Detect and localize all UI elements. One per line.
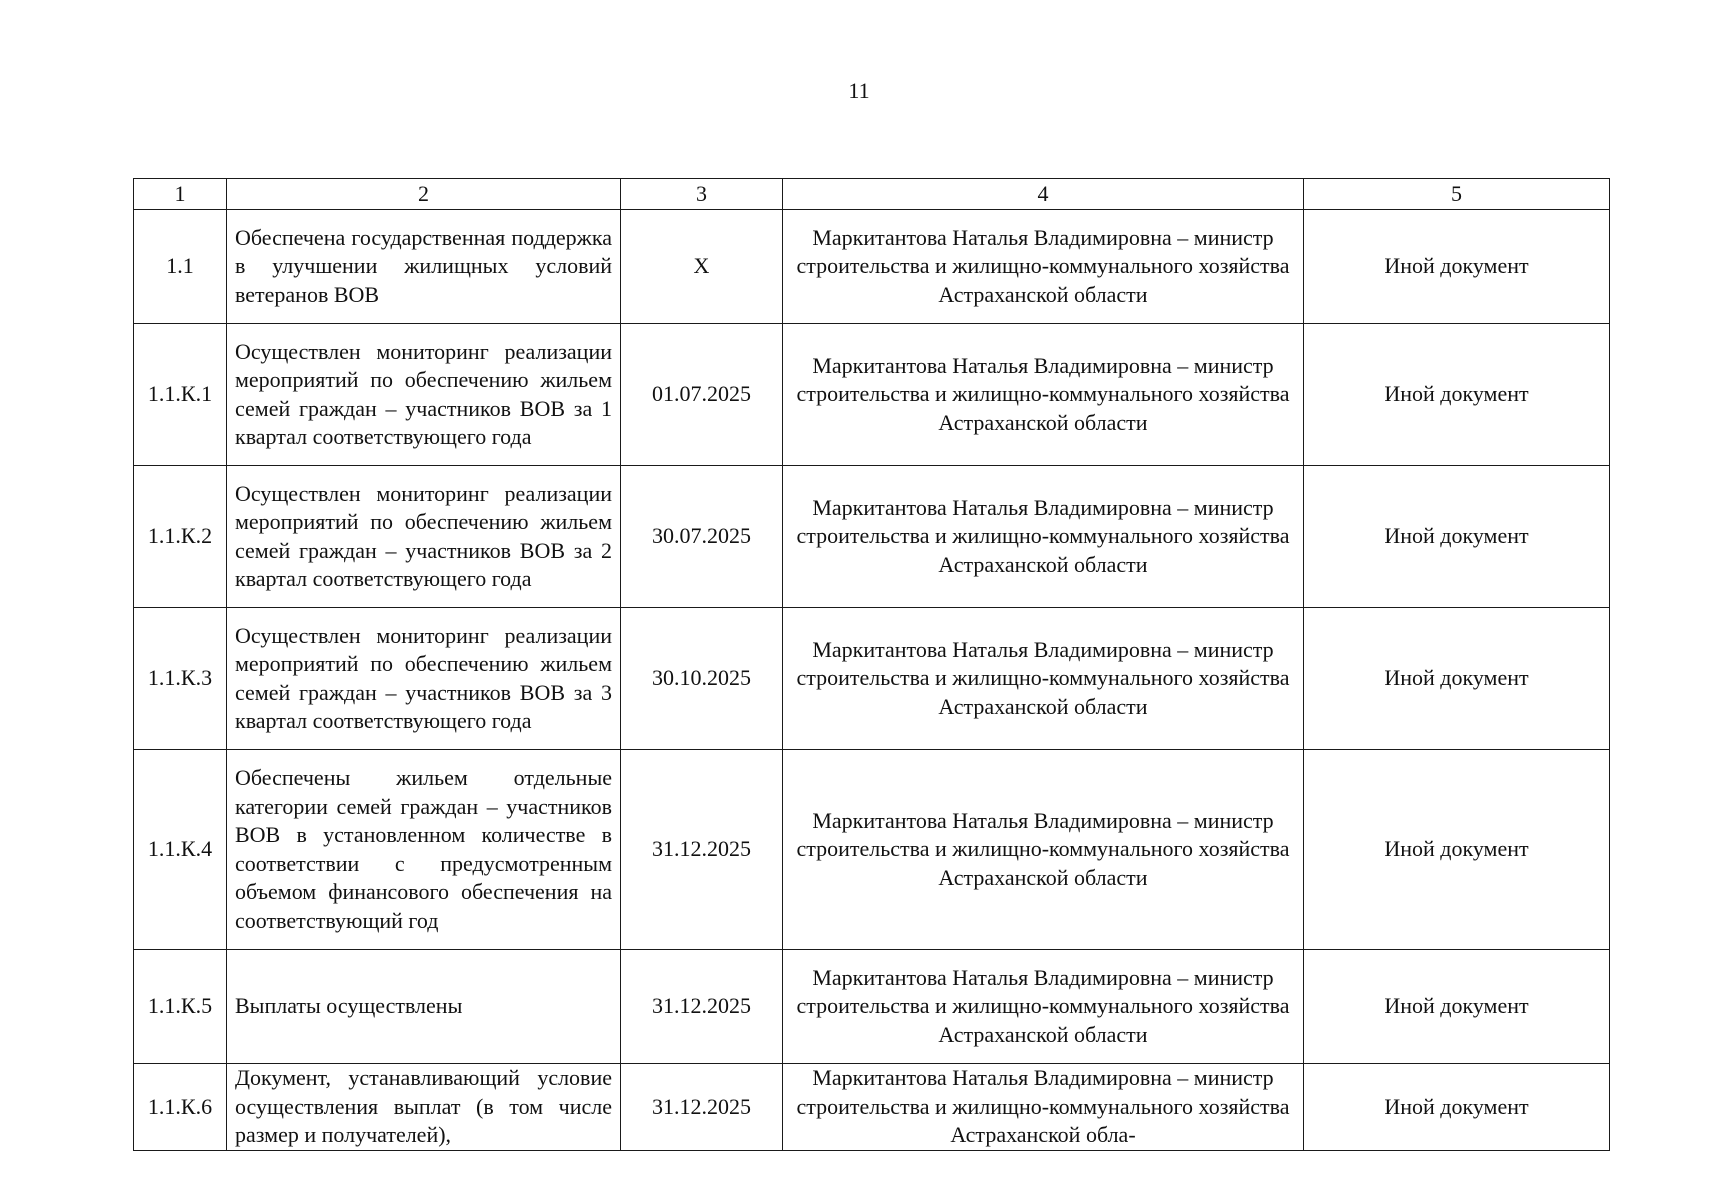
column-header-4: 4 [783, 179, 1304, 210]
responsible-cell: Маркитантова Наталья Владимировна – министр строительства и жилищно-коммунального хозяйства Астраханской области [783, 750, 1304, 950]
table-row [134, 324, 1610, 466]
date-cell: 31.12.2025 [621, 950, 783, 1064]
row-number-cell: 1.1.К.5 [134, 950, 227, 1064]
column-header-2: 2 [227, 179, 621, 210]
table-row [134, 1064, 1610, 1151]
activity-table [133, 178, 1610, 1151]
document-type-cell: Иной документ [1304, 950, 1610, 1064]
date-cell: 30.07.2025 [621, 466, 783, 608]
responsible-cell: Маркитантова Наталья Владимировна – министр строительства и жилищно-коммунального хозяйства Астраханской области [783, 324, 1304, 466]
page-number: 11 [848, 78, 870, 103]
date-cell: 30.10.2025 [621, 608, 783, 750]
date-cell: X [621, 210, 783, 324]
result-cell: Обеспечена государственная поддержка в улучшении жилищных условий ветеранов ВОВ [227, 210, 621, 324]
row-number-cell: 1.1 [134, 210, 227, 324]
table-row [134, 608, 1610, 750]
table-row [134, 750, 1610, 950]
document-type-cell: Иной документ [1304, 1064, 1610, 1151]
responsible-cell: Маркитантова Наталья Владимировна – министр строительства и жилищно-коммунального хозяйства Астраханской области [783, 210, 1304, 324]
table-row [134, 210, 1610, 324]
row-number-cell: 1.1.К.3 [134, 608, 227, 750]
responsible-cell: Маркитантова Наталья Владимировна – министр строительства и жилищно-коммунального хозяйства Астраханской области [783, 950, 1304, 1064]
result-cell: Осуществлен мониторинг реализации мероприятий по обеспечению жильем семей граждан – участников ВОВ за 1 квартал соответствующего года [227, 324, 621, 466]
table-row [134, 466, 1610, 608]
column-header-5: 5 [1304, 179, 1610, 210]
document-type-cell: Иной документ [1304, 466, 1610, 608]
document-type-cell: Иной документ [1304, 324, 1610, 466]
column-header-3: 3 [621, 179, 783, 210]
result-cell: Осуществлен мониторинг реализации мероприятий по обеспечению жильем семей граждан – участников ВОВ за 3 квартал соответствующего года [227, 608, 621, 750]
result-cell: Документ, устанавливающий условие осуществления выплат (в том числе размер и получателей), [227, 1064, 621, 1151]
row-number-cell: 1.1.К.4 [134, 750, 227, 950]
date-cell: 31.12.2025 [621, 750, 783, 950]
document-type-cell: Иной документ [1304, 210, 1610, 324]
column-header-1: 1 [134, 179, 227, 210]
row-number-cell: 1.1.К.2 [134, 466, 227, 608]
result-cell: Осуществлен мониторинг реализации мероприятий по обеспечению жильем семей граждан – участников ВОВ за 2 квартал соответствующего года [227, 466, 621, 608]
responsible-cell: Маркитантова Наталья Владимировна – министр строительства и жилищно-коммунального хозяйства Астраханской области [783, 608, 1304, 750]
row-number-cell: 1.1.К.6 [134, 1064, 227, 1151]
date-cell: 31.12.2025 [621, 1064, 783, 1151]
responsible-cell: Маркитантова Наталья Владимировна – министр строительства и жилищно-коммунального хозяйства Астраханской области [783, 466, 1304, 608]
responsible-cell: Маркитантова Наталья Владимировна – министр строительства и жилищно-коммунального хозяйства Астраханской обла- [783, 1064, 1304, 1151]
row-number-cell: 1.1.К.1 [134, 324, 227, 466]
document-type-cell: Иной документ [1304, 608, 1610, 750]
date-cell: 01.07.2025 [621, 324, 783, 466]
table-header-row [134, 179, 1610, 210]
table-row [134, 950, 1610, 1064]
result-cell: Выплаты осуществлены [227, 950, 621, 1064]
document-type-cell: Иной документ [1304, 750, 1610, 950]
result-cell: Обеспечены жильем отдельные категории семей граждан – участников ВОВ в установленном количестве в соответствии с предусмотренным объемом финансового обеспечения на соответствующий год [227, 750, 621, 950]
